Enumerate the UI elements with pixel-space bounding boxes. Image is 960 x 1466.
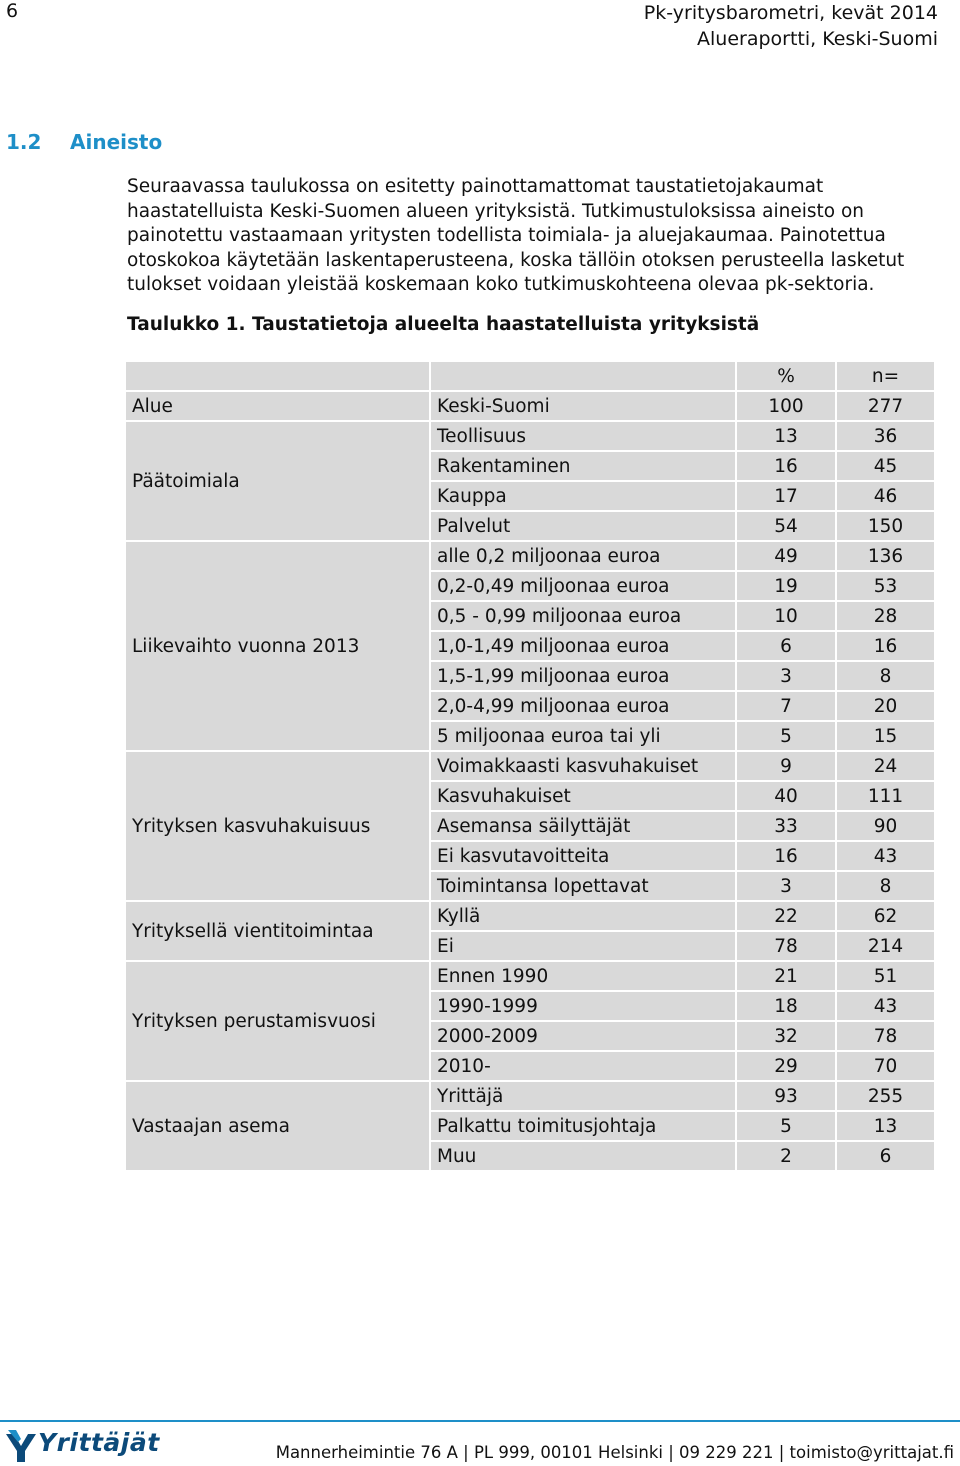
- count-cell: 90: [836, 811, 935, 841]
- header-empty-cell: [430, 361, 736, 391]
- group-label-cell: Päätoimiala: [125, 421, 430, 541]
- percent-cell: 29: [736, 1051, 836, 1081]
- section-title: Aineisto: [70, 130, 163, 154]
- table-row: [125, 1081, 935, 1111]
- category-cell: Kasvuhakuiset: [430, 781, 736, 811]
- percent-cell: 16: [736, 451, 836, 481]
- category-cell: Kauppa: [430, 481, 736, 511]
- count-cell: 277: [836, 391, 935, 421]
- category-cell: 1,0-1,49 miljoonaa euroa: [430, 631, 736, 661]
- percent-cell: 6: [736, 631, 836, 661]
- column-header-percent: %: [736, 361, 836, 391]
- count-cell: 24: [836, 751, 935, 781]
- category-cell: 2010-: [430, 1051, 736, 1081]
- count-cell: 8: [836, 871, 935, 901]
- count-cell: 150: [836, 511, 935, 541]
- group-label-cell: Alue: [125, 391, 430, 421]
- count-cell: 16: [836, 631, 935, 661]
- category-cell: Teollisuus: [430, 421, 736, 451]
- category-cell: Ennen 1990: [430, 961, 736, 991]
- category-cell: 1,5-1,99 miljoonaa euroa: [430, 661, 736, 691]
- percent-cell: 9: [736, 751, 836, 781]
- category-cell: Rakentaminen: [430, 451, 736, 481]
- count-cell: 136: [836, 541, 935, 571]
- category-cell: Ei: [430, 931, 736, 961]
- category-cell: Kyllä: [430, 901, 736, 931]
- footer-divider: [0, 1420, 960, 1422]
- category-cell: Yrittäjä: [430, 1081, 736, 1111]
- category-cell: Toimintansa lopettavat: [430, 871, 736, 901]
- count-cell: 70: [836, 1051, 935, 1081]
- table-header-row: [125, 361, 935, 391]
- category-cell: Asemansa säilyttäjät: [430, 811, 736, 841]
- section-heading: [6, 130, 162, 154]
- percent-cell: 54: [736, 511, 836, 541]
- count-cell: 45: [836, 451, 935, 481]
- category-cell: 0,2-0,49 miljoonaa euroa: [430, 571, 736, 601]
- group-label-cell: Yrityksen perustamisvuosi: [125, 961, 430, 1081]
- background-data-table: [124, 360, 936, 1172]
- category-cell: Palvelut: [430, 511, 736, 541]
- table-row: [125, 961, 935, 991]
- count-cell: 15: [836, 721, 935, 751]
- count-cell: 43: [836, 841, 935, 871]
- percent-cell: 7: [736, 691, 836, 721]
- count-cell: 28: [836, 601, 935, 631]
- count-cell: 13: [836, 1111, 935, 1141]
- percent-cell: 21: [736, 961, 836, 991]
- percent-cell: 40: [736, 781, 836, 811]
- footer-address: Mannerheimintie 76 A | PL 999, 00101 Helsinki | 09 229 221 | toimisto@yrittajat.fi: [275, 1443, 954, 1462]
- table-row: [125, 421, 935, 451]
- percent-cell: 10: [736, 601, 836, 631]
- count-cell: 214: [836, 931, 935, 961]
- percent-cell: 22: [736, 901, 836, 931]
- category-cell: 1990-1999: [430, 991, 736, 1021]
- group-label-cell: Yrityksellä vientitoimintaa: [125, 901, 430, 961]
- table-body: [125, 361, 935, 1171]
- group-label-cell: Vastaajan asema: [125, 1081, 430, 1171]
- percent-cell: 16: [736, 841, 836, 871]
- document-header: [644, 0, 938, 52]
- percent-cell: 17: [736, 481, 836, 511]
- percent-cell: 5: [736, 721, 836, 751]
- percent-cell: 93: [736, 1081, 836, 1111]
- count-cell: 78: [836, 1021, 935, 1051]
- table-row: [125, 391, 935, 421]
- group-label-cell: Yrityksen kasvuhakuisuus: [125, 751, 430, 901]
- category-cell: 2,0-4,99 miljoonaa euroa: [430, 691, 736, 721]
- count-cell: 255: [836, 1081, 935, 1111]
- category-cell: alle 0,2 miljoonaa euroa: [430, 541, 736, 571]
- percent-cell: 100: [736, 391, 836, 421]
- percent-cell: 13: [736, 421, 836, 451]
- count-cell: 6: [836, 1141, 935, 1171]
- category-cell: Palkattu toimitusjohtaja: [430, 1111, 736, 1141]
- category-cell: 2000-2009: [430, 1021, 736, 1051]
- category-cell: Keski-Suomi: [430, 391, 736, 421]
- category-cell: 5 miljoonaa euroa tai yli: [430, 721, 736, 751]
- percent-cell: 3: [736, 661, 836, 691]
- count-cell: 36: [836, 421, 935, 451]
- yrittajat-logo: [6, 1428, 160, 1464]
- header-subtitle: Alueraportti, Keski-Suomi: [697, 28, 938, 50]
- percent-cell: 2: [736, 1141, 836, 1171]
- percent-cell: 18: [736, 991, 836, 1021]
- count-cell: 43: [836, 991, 935, 1021]
- percent-cell: 78: [736, 931, 836, 961]
- header-title: Pk-yritysbarometri, kevät 2014: [643, 2, 938, 24]
- page-number: 6: [6, 0, 19, 22]
- percent-cell: 33: [736, 811, 836, 841]
- category-cell: Voimakkaasti kasvuhakuiset: [430, 751, 736, 781]
- table-row: [125, 751, 935, 781]
- count-cell: 111: [836, 781, 935, 811]
- category-cell: 0,5 - 0,99 miljoonaa euroa: [430, 601, 736, 631]
- category-cell: Muu: [430, 1141, 736, 1171]
- group-label-cell: Liikevaihto vuonna 2013: [125, 541, 430, 751]
- count-cell: 53: [836, 571, 935, 601]
- count-cell: 51: [836, 961, 935, 991]
- percent-cell: 5: [736, 1111, 836, 1141]
- percent-cell: 3: [736, 871, 836, 901]
- header-empty-cell: [125, 361, 430, 391]
- count-cell: 46: [836, 481, 935, 511]
- table-row: [125, 901, 935, 931]
- yrittajat-logo-icon: [6, 1430, 36, 1464]
- table-row: [125, 541, 935, 571]
- percent-cell: 32: [736, 1021, 836, 1051]
- count-cell: 62: [836, 901, 935, 931]
- logo-text: Yrittäjät: [38, 1428, 160, 1457]
- intro-paragraph: Seuraavassa taulukossa on esitetty painottamattomat taustatietojakaumat haastatelluista Keski-Suomen alueen yrityksistä. Tutkimustuloksissa aineisto on painotettu vastaamaan yritysten todellista toimiala- ja aluejakaumaa. Painotettua otoskokoa käytetään laskentaperusteena, koska tällöin otoksen perusteella lasketut tulokset voidaan yleistää koskemaan koko tutkimuskohteena olevaa pk-sektoria.: [127, 176, 905, 295]
- percent-cell: 49: [736, 541, 836, 571]
- count-cell: 20: [836, 691, 935, 721]
- percent-cell: 19: [736, 571, 836, 601]
- table-caption: Taulukko 1. Taustatietoja alueelta haastatelluista yrityksistä: [127, 314, 760, 335]
- count-cell: 8: [836, 661, 935, 691]
- column-header-n: n=: [836, 361, 935, 391]
- section-number: 1.2: [6, 130, 42, 154]
- category-cell: Ei kasvutavoitteita: [430, 841, 736, 871]
